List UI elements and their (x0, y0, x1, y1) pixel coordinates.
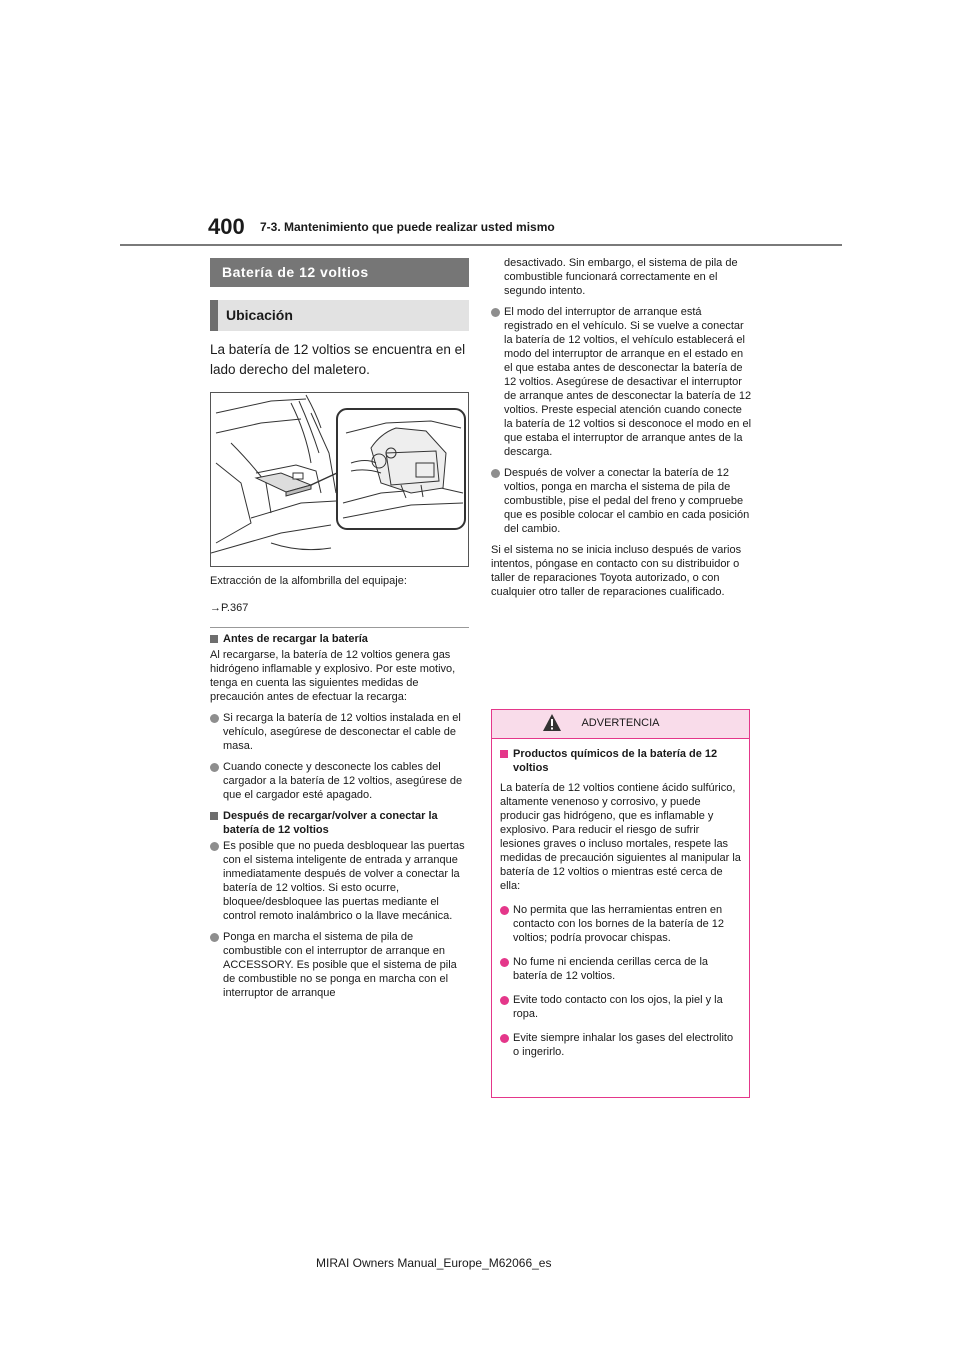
circle-bullet-icon (500, 996, 509, 1005)
right-column (491, 256, 753, 606)
heading-before-recharging: Antes de recargar la batería (210, 632, 472, 646)
square-bullet-icon (500, 750, 508, 758)
figure-caption: Extracción de la alfombrilla del equipaje: (210, 575, 407, 587)
header-rule (120, 244, 842, 246)
list-item: No permita que las herramientas entren en contacto con los bornes de la batería de 12 voltios; podría provocar chispas. (500, 903, 741, 945)
square-bullet-icon (210, 812, 218, 820)
circle-bullet-icon (210, 763, 219, 772)
warning-label: ADVERTENCIA (581, 717, 660, 729)
circle-bullet-icon (210, 714, 219, 723)
recharging-paragraph: Al recargarse, la batería de 12 voltios genera gas hidrógeno inflamable y explosivo. Por este motivo, tenga en cuenta las siguientes medidas de precaución antes de efectuar la recarga: (210, 649, 456, 703)
page-number: 400 (208, 214, 245, 239)
warning-box (491, 709, 750, 1098)
warning-header (492, 710, 749, 739)
list-item: Es posible que no pueda desbloquear las puertas con el sistema inteligente de entrada y arranque inmediatamente después de volver a conectar la batería de 12 voltios. Si esto ocurre, bloquee/desbloquee las puertas mediante el control remoto inalámbrico o la llave mecánica. (210, 839, 472, 923)
circle-bullet-icon (500, 958, 509, 967)
warning-triangle-icon (542, 713, 562, 733)
warning-body (492, 739, 749, 1059)
circle-bullet-icon (210, 933, 219, 942)
page-reference-link[interactable]: →P.367 (210, 602, 249, 614)
trunk-illustration (211, 393, 469, 567)
circle-bullet-icon (491, 469, 500, 478)
list-item: Después de volver a conectar la batería de 12 voltios, ponga en marcha el sistema de pila de combustible, pise el pedal del freno y compruebe que es posible colocar el cambio en cada posición del cambio. (491, 466, 753, 536)
circle-bullet-icon (500, 1034, 509, 1043)
square-bullet-icon (210, 635, 218, 643)
heading-after-recharging: Después de recargar/volver a conectar la batería de 12 voltios (210, 809, 472, 837)
battery-location-figure (210, 392, 469, 567)
list-item-continuation: desactivado. Sin embargo, el sistema de pila de combustible funcionará correctamente en el segundo intento. (504, 257, 738, 297)
circle-bullet-icon (491, 308, 500, 317)
contact-paragraph: Si el sistema no se inicia incluso después de varios intentos, póngase en contacto con su distribuidor o taller de reparaciones Toyota autorizado, o con cualquier otro taller de reparaciones cualificado. (491, 544, 742, 598)
list-item: No fume ni encienda cerillas cerca de la batería de 12 voltios. (500, 955, 741, 983)
list-item: Evite todo contacto con los ojos, la piel y la ropa. (500, 993, 741, 1021)
section-title: Batería de 12 voltios (210, 258, 469, 287)
warning-text: La batería de 12 voltios contiene ácido sulfúrico, altamente venenoso y corrosivo, y puede producir gas hidrógeno, que es inflamable y explosivo. Para reducir el riesgo de sufrir lesiones graves o incluso mortales, respete las medidas de precaución siguientes al manipular la batería de 12 voltios o mientras esté cerca de ella: (500, 782, 741, 892)
intro-text: La batería de 12 voltios se encuentra en el lado derecho del maletero. (210, 342, 466, 377)
circle-bullet-icon (500, 906, 509, 915)
warning-heading: Productos químicos de la batería de 12 voltios (500, 747, 741, 775)
list-item: El modo del interruptor de arranque está registrado en el vehículo. Si se vuelve a conectar la batería de 12 voltios, el vehículo establecerá el modo del interruptor de arranque en el estado en el que estaba antes de desconectar la batería de 12 voltios. Asegúrese de desactivar el interruptor de arranque antes de desconectar la batería de 12 voltios. Preste especial atención cuando conecte la batería de 12 voltios si desconoce el modo en el que estaba el interruptor de arranque antes de la descarga. (491, 305, 753, 459)
left-column (210, 632, 472, 1007)
subsection-title: Ubicación (210, 300, 469, 331)
circle-bullet-icon (210, 842, 219, 851)
list-item: Ponga en marcha el sistema de pila de combustible con el interruptor de arranque en ACCESSORY. Es posible que el sistema de pila de combustible no se ponga en marcha con el interruptor de arranque (210, 930, 472, 1000)
caption-divider (210, 627, 469, 628)
chapter-title: 7-3. Mantenimiento que puede realizar usted mismo (260, 220, 555, 234)
list-item: Cuando conecte y desconecte los cables del cargador a la batería de 12 voltios, asegúrese de que el cargador esté apagado. (210, 760, 472, 802)
list-item: Evite siempre inhalar los gases del electrolito o ingerirlo. (500, 1031, 741, 1059)
footer-text: MIRAI Owners Manual_Europe_M62066_es (316, 1256, 552, 1270)
list-item: Si recarga la batería de 12 voltios instalada en el vehículo, asegúrese de desconectar el cable de masa. (210, 711, 472, 753)
